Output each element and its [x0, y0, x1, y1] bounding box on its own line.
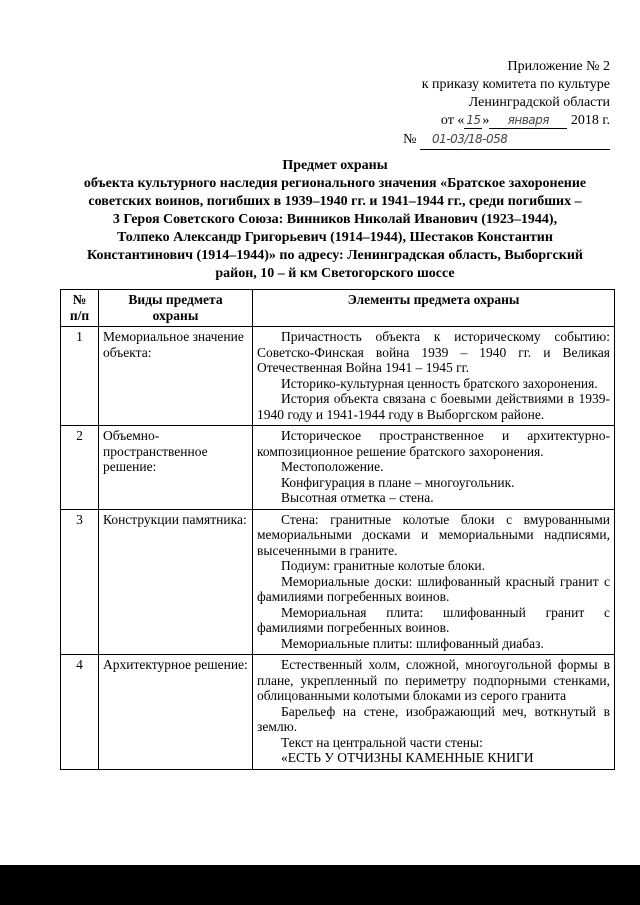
table-row — [61, 655, 615, 770]
appendix-title: Приложение № 2 — [507, 59, 610, 74]
appendix-region: Ленинградской области — [468, 95, 610, 110]
element-paragraph: Конфигурация в плане – многоугольник. — [281, 474, 515, 490]
title-line-2: объекта культурного наследия регионального значения «Братское захоронение — [83, 176, 587, 191]
element-paragraph: Историко-культурная ценность братского захоронения. — [281, 375, 598, 391]
bottom-black-bar — [0, 865, 640, 905]
number-field — [420, 130, 610, 150]
date-suffix: 2018 г. — [570, 113, 610, 128]
date-mid: » — [482, 113, 490, 128]
row-elements — [253, 655, 615, 770]
table-body — [61, 327, 615, 770]
header-type — [99, 290, 253, 327]
date-prefix: от « — [440, 113, 465, 128]
element-paragraph: «ЕСТЬ У ОТЧИЗНЫ КАМЕННЫЕ КНИГИ — [281, 750, 534, 765]
element-paragraph: Причастность объекта к историческому событию: Советско-Финская война 1939 – 1940 гг. и Великая Отечественная Война 1941 – 1945 гг. — [257, 329, 610, 375]
header-number — [61, 290, 99, 327]
element-paragraph: Естественный холм, сложной, многоугольной формы в плане, укрепленный по периметру подпорными стенками, облицованными колотыми блоками из серого гранита — [257, 657, 610, 703]
title-line-6: Константинович (1914–1944)» по адресу: Ленинградская область, Выборгский — [87, 248, 583, 263]
element-paragraph: Стена: гранитные колотые блоки с вмурованными мемориальными досками и мемориальными надписями, высеченными в граните. — [257, 511, 610, 558]
title-line-3: советских воинов, погибших в 1939–1940 гг. и 1941–1944 гг., среди погибших – — [88, 194, 582, 209]
row-elements — [253, 426, 615, 510]
element-paragraph: Мемориальная плита: шлифованный гранит с фамилиями погребенных воинов. — [257, 604, 610, 635]
document-title — [50, 157, 620, 283]
header-type-line1: Виды предмета — [128, 292, 223, 307]
row-type: Конструкции памятника: — [99, 509, 253, 655]
table-header-row — [61, 290, 615, 327]
element-paragraph: Подиум: гранитные колотые блоки. — [281, 558, 486, 573]
title-line-1: Предмет охраны — [282, 158, 388, 173]
row-type: Объемно-пространственное решение: — [99, 426, 253, 510]
row-number: 1 — [61, 327, 99, 426]
appendix-block — [310, 58, 610, 150]
protection-table — [60, 289, 615, 770]
element-paragraph: Барельеф на стене, изображающий меч, воткнутый в землю. — [257, 703, 610, 734]
title-line-7: район, 10 – й км Светогорского шоссе — [215, 266, 455, 281]
table-row — [61, 509, 615, 655]
row-number: 2 — [61, 426, 99, 510]
appendix-date — [310, 112, 610, 130]
element-paragraph: Историческое пространственное и архитектурно-композиционное решение братского захоронения. — [257, 428, 610, 459]
title-line-4: 3 Героя Советского Союза: Винников Николай Иванович (1923–1944), — [112, 212, 558, 227]
date-month-handwritten: января — [489, 113, 567, 129]
header-type-line2: охраны — [152, 307, 199, 323]
element-paragraph: Высотная отметка – стена. — [281, 490, 434, 505]
element-paragraph: Мемориальные доски: шлифованный красный гранит с фамилиями погребенных воинов. — [257, 573, 610, 604]
date-day-handwritten: 15 — [466, 113, 481, 127]
row-type: Архитектурное решение: — [99, 655, 253, 770]
appendix-order-ref: к приказу комитета по культуре — [421, 77, 610, 92]
header-elements: Элементы предмета охраны — [253, 290, 615, 327]
number-prefix: № — [403, 132, 417, 147]
element-paragraph: История объекта связана с боевыми действиями в 1939-1940 году и 1941-1944 году в Выборгском районе. — [257, 391, 610, 422]
table-row — [61, 426, 615, 510]
number-handwritten: 01-03/18-058 — [432, 132, 508, 146]
table-row — [61, 327, 615, 426]
title-line-5: Толпеко Александр Григорьевич (1914–1944), Шестаков Константин — [117, 230, 553, 245]
element-paragraph: Текст на центральной части стены: — [281, 734, 483, 750]
header-number-line2: п/п — [69, 307, 90, 323]
row-elements — [253, 509, 615, 655]
appendix-number — [310, 130, 610, 150]
row-type: Мемориальное значение объекта: — [99, 327, 253, 426]
header-number-line1: № — [72, 292, 87, 307]
element-paragraph: Местоположение. — [281, 459, 384, 474]
row-number: 3 — [61, 509, 99, 655]
element-paragraph: Мемориальные плиты: шлифованный диабаз. — [281, 635, 544, 651]
row-elements — [253, 327, 615, 426]
row-number: 4 — [61, 655, 99, 770]
